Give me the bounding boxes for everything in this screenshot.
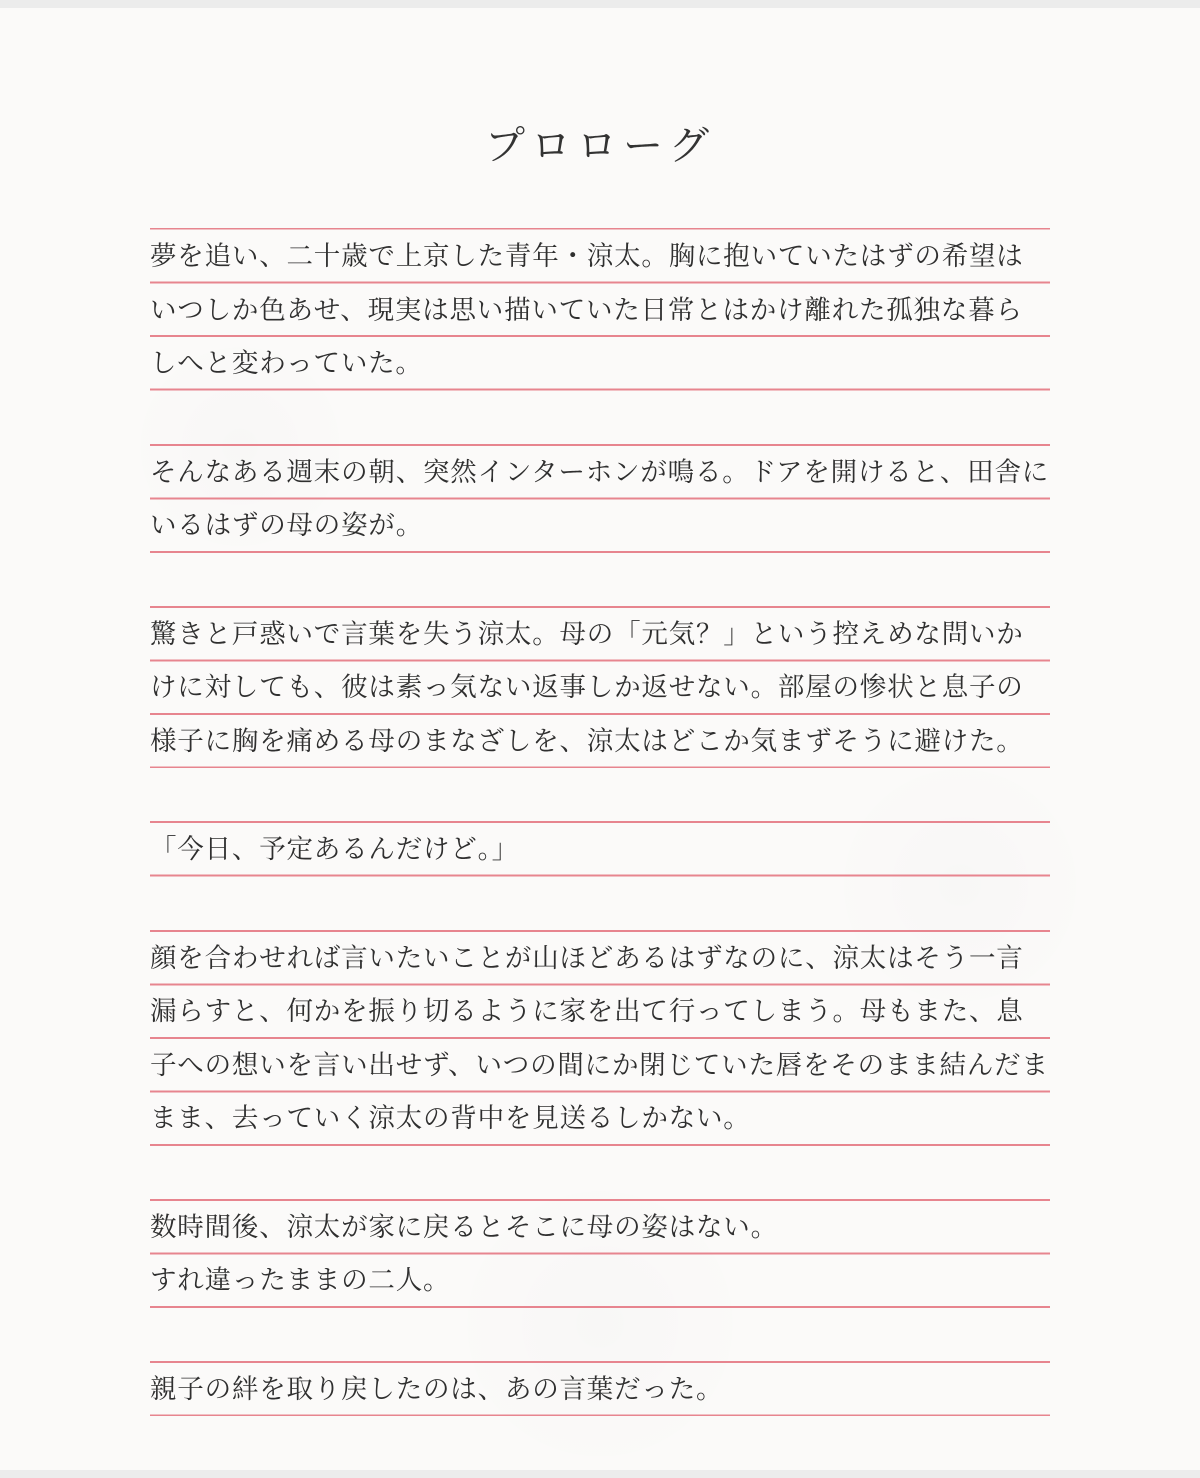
- paragraph-1: 夢を追い、二十歳で上京した青年・涼太。胸に抱いていたはずの希望はいつしか色あせ、現実は思い描いていた日常とはかけ離れた孤独な暮らしへと変わっていた。: [150, 228, 1050, 391]
- paragraph-5: 顔を合わせれば言いたいことが山ほどあるはずなのに、涼太はそう一言漏らすと、何かを振り切るように家を出て行ってしまう。母もまた、息子への想いを言い出せず、いつの間にか閉じていた唇をそのまま結んだままま、去っていく涼太の背中を見送るしかない。: [150, 930, 1050, 1146]
- paragraph-6: 数時間後、涼太が家に戻るとそこに母の姿はない。 すれ違ったままの二人。: [150, 1199, 1050, 1308]
- paragraph-7: 親子の絆を取り戻したのは、あの言葉だった。: [150, 1361, 1050, 1417]
- paragraph-4: 「今日、予定あるんだけど。」: [150, 821, 1050, 877]
- lined-text-area: [150, 228, 1050, 1469]
- paper-page: [0, 8, 1200, 1470]
- paragraph-3: 驚きと戸惑いで言葉を失う涼太。母の「元気？」という控えめな問いかけに対しても、彼は素っ気ない返事しか返せない。部屋の惨状と息子の様子に胸を痛める母のまなざしを、涼太はどこか気まずそうに避けた。: [150, 606, 1050, 769]
- paragraph-2: そんなある週末の朝、突然インターホンが鳴る。ドアを開けると、田舎にいるはずの母の姿が。: [150, 444, 1050, 553]
- page-title: プロローグ: [485, 123, 715, 169]
